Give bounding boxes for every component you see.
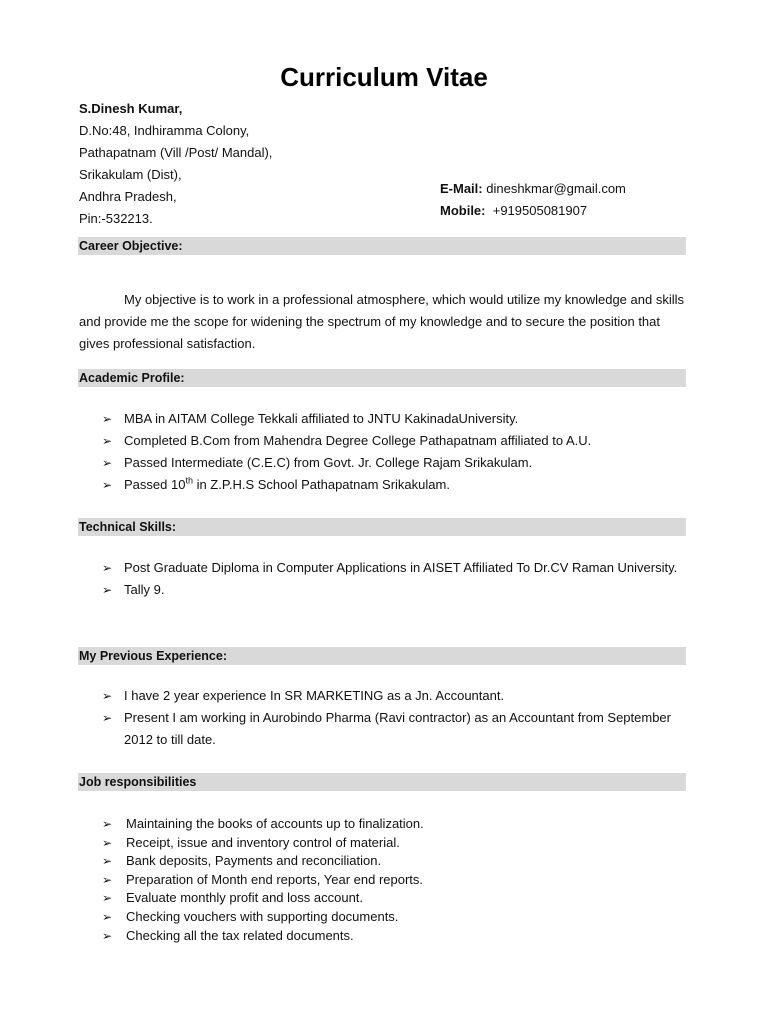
list-item	[102, 927, 682, 946]
contact-block	[440, 178, 700, 222]
list-item	[102, 889, 682, 908]
list-item	[102, 908, 682, 927]
address-line: Pin:-532213.	[79, 211, 153, 226]
arrow-bullet-icon: ➢	[102, 711, 113, 725]
section-heading-academic: Academic Profile:	[78, 369, 686, 387]
superscript: th	[185, 475, 193, 486]
academic-list	[102, 408, 682, 496]
responsibilities-list	[102, 815, 682, 945]
list-item	[102, 579, 682, 601]
list-item-text: I have 2 year experience In SR MARKETING as a Jn. Accountant.	[124, 688, 505, 703]
list-item	[102, 430, 682, 452]
list-item	[102, 474, 682, 496]
list-item-text: Receipt, issue and inventory control of material.	[126, 834, 400, 850]
arrow-bullet-icon: ➢	[102, 689, 113, 703]
list-item-text: Preparation of Month end reports, Year end reports.	[126, 871, 424, 887]
arrow-bullet-icon: ➢	[102, 835, 113, 850]
address-block	[79, 98, 419, 230]
list-item	[102, 871, 682, 890]
arrow-bullet-icon: ➢	[102, 434, 113, 448]
list-item-text: Checking all the tax related documents.	[126, 927, 354, 943]
mobile-row	[440, 200, 700, 222]
list-item-text: Present I am working in Aurobindo Pharma (Ravi contractor) as an Accountant from September 2012 to till date.	[124, 710, 671, 747]
address-line: Pathapatnam (Vill /Post/ Mandal),	[79, 145, 273, 160]
list-item	[102, 834, 682, 853]
arrow-bullet-icon: ➢	[102, 854, 113, 869]
arrow-bullet-icon: ➢	[102, 909, 113, 924]
list-item	[102, 557, 682, 579]
arrow-bullet-icon: ➢	[102, 872, 113, 887]
list-item	[102, 452, 682, 474]
list-item	[102, 408, 682, 430]
list-item-text: Tally 9.	[124, 582, 165, 597]
arrow-bullet-icon: ➢	[102, 583, 113, 597]
list-item-text: Checking vouchers with supporting documents.	[126, 908, 399, 924]
arrow-bullet-icon: ➢	[102, 928, 113, 943]
section-heading-technical: Technical Skills:	[78, 518, 686, 536]
email-label: E-Mail:	[440, 181, 483, 196]
mobile-value: +919505081907	[492, 203, 588, 218]
arrow-bullet-icon: ➢	[102, 561, 113, 575]
list-item-text: Post Graduate Diploma in Computer Applications in AISET Affiliated To Dr.CV Raman University.	[124, 560, 678, 575]
mobile-label: Mobile:	[440, 203, 486, 218]
list-item-text: MBA in AITAM College Tekkali affiliated to JNTU KakinadaUniversity.	[124, 411, 519, 426]
arrow-bullet-icon: ➢	[102, 817, 113, 831]
list-item-text: Passed Intermediate (C.E.C) from Govt. Jr. College Rajam Srikakulam.	[124, 455, 533, 470]
list-item	[102, 815, 682, 834]
section-heading-career: Career Objective:	[78, 237, 686, 255]
address-line: Andhra Pradesh,	[79, 189, 177, 204]
list-item-text: Maintaining the books of accounts up to finalization.	[126, 816, 424, 831]
list-item	[102, 707, 682, 751]
arrow-bullet-icon: ➢	[102, 456, 113, 470]
document-title: Curriculum Vitae	[280, 62, 488, 92]
technical-list	[102, 557, 682, 601]
career-objective-body: My objective is to work in a professional atmosphere, which would utilize my knowledge and skills and provide me the scope for widening the spectrum of my knowledge and to secure the position that gives professional satisfaction.	[79, 292, 684, 351]
list-item-text: Bank deposits, Payments and reconciliation.	[126, 853, 382, 869]
list-item-text: Evaluate monthly profit and loss account.	[126, 890, 364, 906]
arrow-bullet-icon: ➢	[102, 891, 113, 906]
email-row	[440, 178, 700, 200]
email-value: dineshkmar@gmail.com	[486, 181, 626, 196]
address-line: D.No:48, Indhiramma Colony,	[79, 123, 250, 138]
career-objective-text	[79, 289, 685, 355]
list-item	[102, 685, 682, 707]
arrow-bullet-icon: ➢	[102, 478, 113, 492]
experience-list	[102, 685, 682, 751]
list-item-text: Passed 10	[124, 477, 186, 492]
address-line: Srikakulam (Dist),	[79, 167, 182, 182]
section-heading-responsibilities: Job responsibilities	[78, 773, 686, 791]
section-heading-experience: My Previous Experience:	[78, 647, 686, 665]
list-item	[102, 852, 682, 871]
arrow-bullet-icon: ➢	[102, 412, 113, 426]
candidate-name: S.Dinesh Kumar,	[79, 101, 183, 116]
list-item-text: in Z.P.H.S School Pathapatnam Srikakulam.	[192, 477, 450, 492]
list-item-text: Completed B.Com from Mahendra Degree College Pathapatnam affiliated to A.U.	[124, 433, 592, 448]
